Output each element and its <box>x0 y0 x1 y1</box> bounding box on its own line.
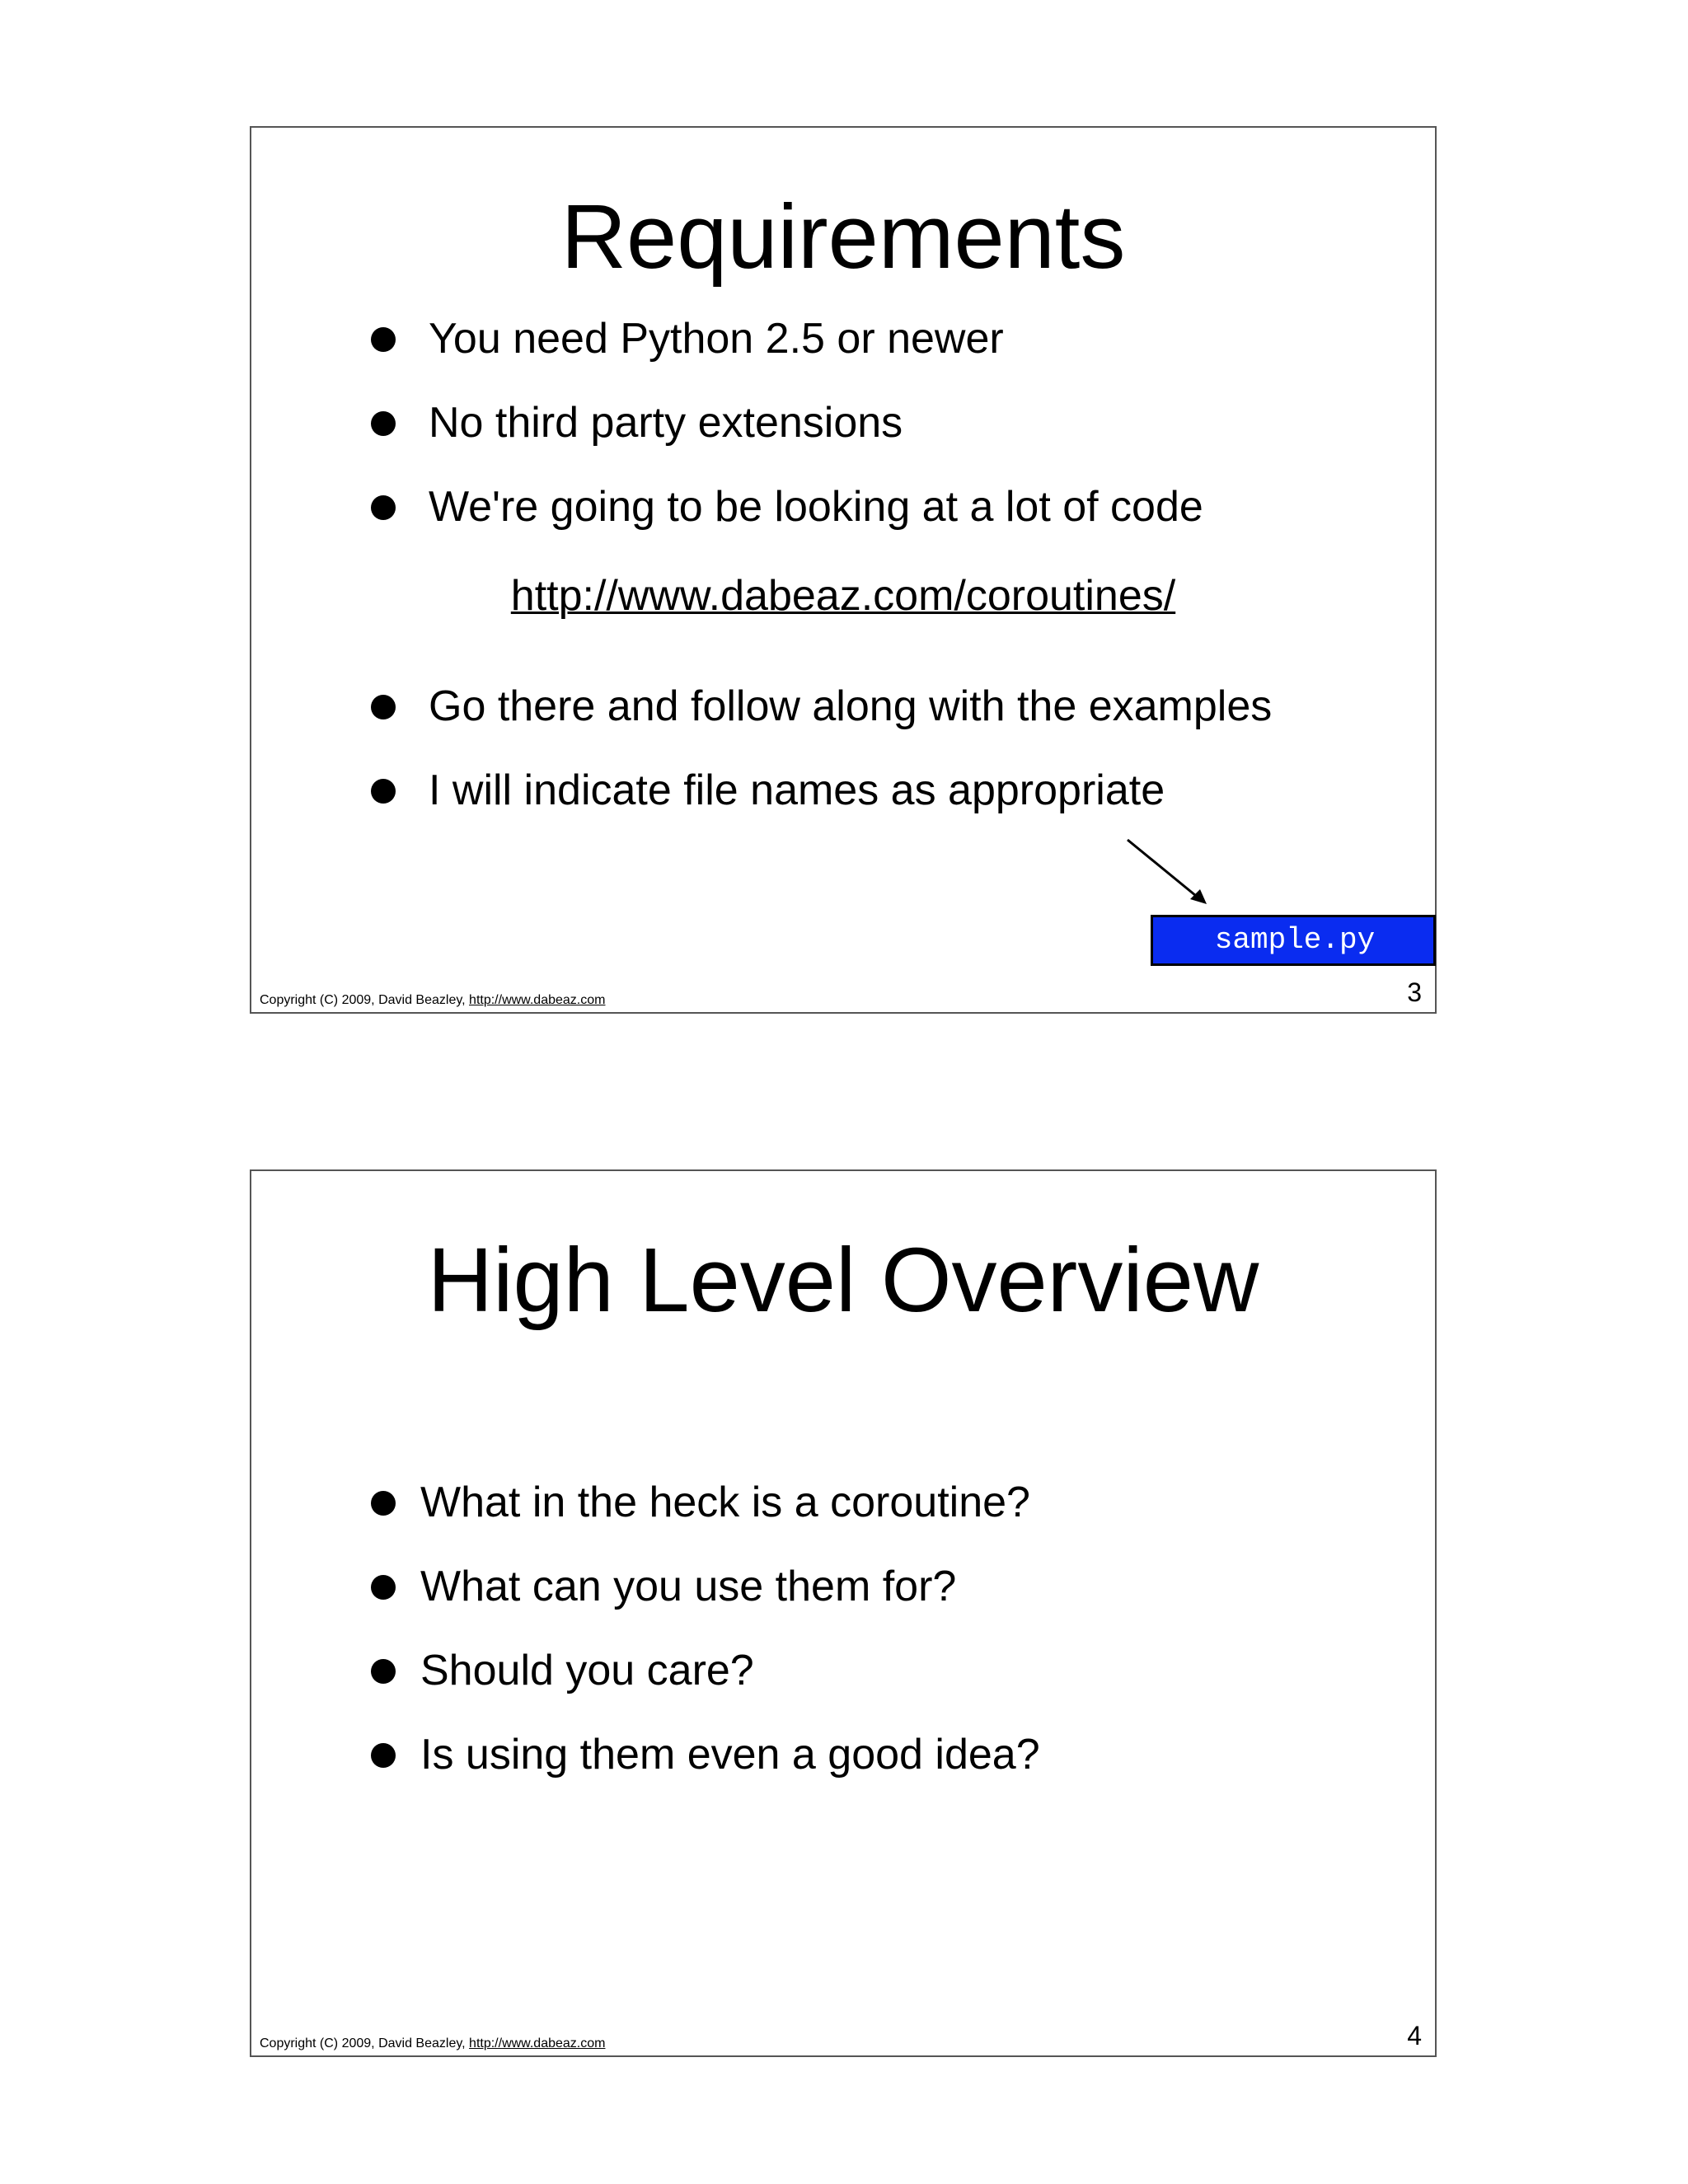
bullet-text: Is using them even a good idea? <box>420 1731 1040 1779</box>
bullet-text: Should you care? <box>420 1647 754 1694</box>
bullet-text: What can you use them for? <box>420 1563 957 1610</box>
copyright-footer <box>260 994 605 1007</box>
footer-link[interactable]: http://www.dabeaz.com <box>469 993 606 1007</box>
slide-title: High Level Overview <box>427 1230 1259 1331</box>
bullet-dot-icon <box>371 1743 396 1768</box>
bullet-dot-icon <box>371 495 396 520</box>
bullet-text: What in the heck is a coroutine? <box>420 1479 1030 1526</box>
bullet-dot-icon <box>371 779 396 804</box>
bullet-dot-icon <box>371 695 396 719</box>
bullet-dot-icon <box>371 327 396 352</box>
bullet-dot-icon <box>371 1575 396 1600</box>
bullet-text: You need Python 2.5 or newer <box>429 315 1004 363</box>
examples-url-line <box>251 572 1435 620</box>
slide-requirements <box>250 126 1437 1014</box>
slide-high-level-overview <box>250 1169 1437 2057</box>
bullet-text: I will indicate file names as appropriate <box>429 766 1165 814</box>
footer-text: Copyright (C) 2009, David Beazley, <box>260 2036 470 2050</box>
footer-link[interactable]: http://www.dabeaz.com <box>469 2036 606 2050</box>
examples-link[interactable]: http://www.dabeaz.com/coroutines/ <box>510 572 1176 620</box>
footer-text: Copyright (C) 2009, David Beazley, <box>260 993 470 1007</box>
page-number: 3 <box>1407 977 1422 1007</box>
file-name-label: sample.py <box>1151 915 1436 966</box>
slide-title: Requirements <box>560 186 1126 288</box>
page-number: 4 <box>1407 2021 1422 2050</box>
bullet-text: Go there and follow along with the examples <box>429 682 1273 730</box>
bullet-text: No third party extensions <box>429 399 903 447</box>
bullet-text: We're going to be looking at a lot of code <box>429 483 1203 531</box>
copyright-footer <box>260 2037 605 2050</box>
bullet-dot-icon <box>371 1491 396 1516</box>
bullet-dot-icon <box>371 1659 396 1684</box>
arrow-icon <box>1121 835 1212 909</box>
bullet-dot-icon <box>371 411 396 436</box>
